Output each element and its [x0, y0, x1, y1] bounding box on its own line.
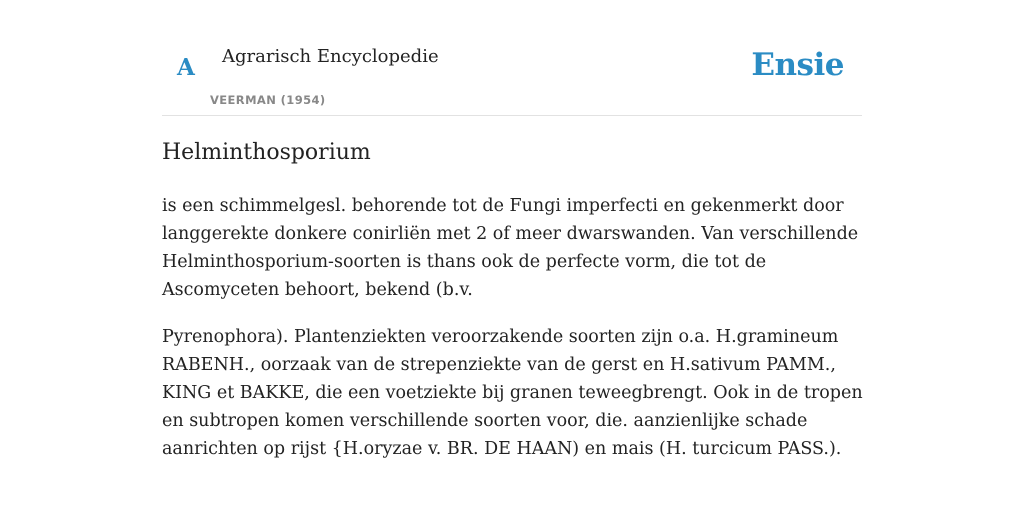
- article-paragraph: Pyrenophora). Plantenziekten veroorzakende soorten zijn o.a. H.gramineum RABENH., oorzaak van de strepenziekte van de gerst en H.sativum PAMM., KING et BAKKE, die een voetziekte bij granen teweegbrengt. Ook in de tropen en subtropen komen verschillende soorten voor, die. aanzienlijke schade aanrichten op rijst {H.oryzae v. BR. DE HAAN) en mais (H. turcicum PASS.).: [162, 327, 863, 459]
- article-paragraph: is een schimmelgesl. behorende tot de Fungi imperfecti en gekenmerkt door langgerekte donkere conirliën met 2 of meer dwarswanden. Van verschillende Helminthosporium-soorten is thans ook de perfecte vorm, die tot de Ascomyceten behoort, bekend (b.v.: [162, 196, 859, 300]
- letter-index-link[interactable]: A: [177, 54, 195, 81]
- author-label: VEERMAN (1954): [210, 93, 326, 107]
- encyclopedia-title-link[interactable]: Agrarisch Encyclopedie: [222, 46, 439, 67]
- article-body: [162, 192, 867, 482]
- ensie-logo[interactable]: Ensie: [751, 47, 844, 83]
- page-header: [162, 0, 862, 116]
- article-title: Helminthosporium: [162, 140, 371, 165]
